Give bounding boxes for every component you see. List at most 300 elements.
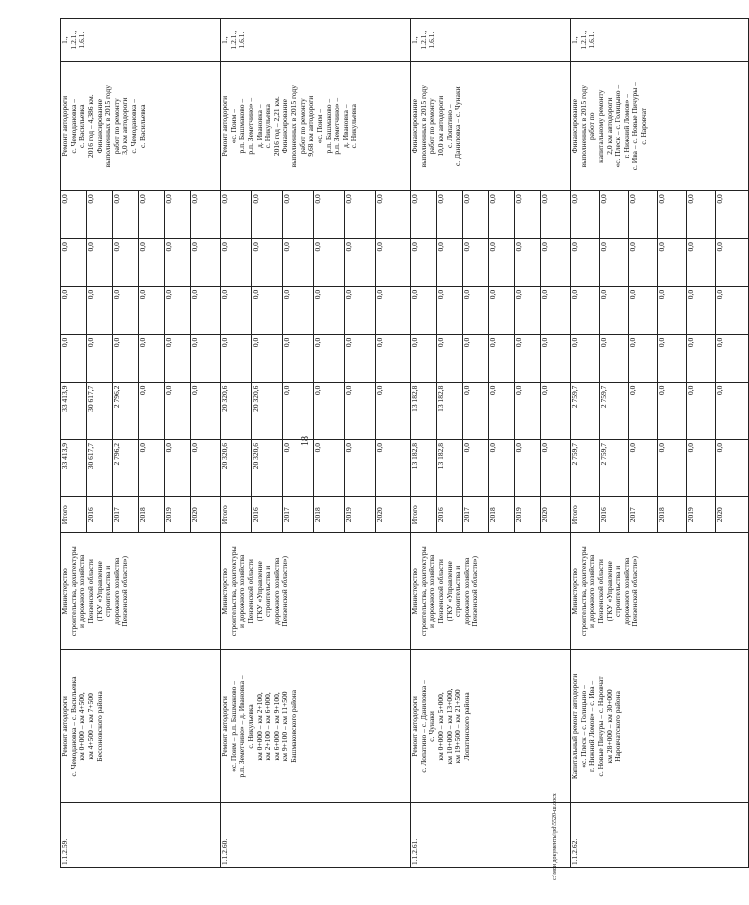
expected-result-line: с. Чемодановка – [129, 98, 138, 154]
expected-result-line: Финансирование [410, 99, 419, 154]
expected-result-line: Финансирование [94, 99, 104, 154]
amount-cell: 0,0 [629, 439, 658, 496]
expected-result-line: р.п. Башмаково – [237, 98, 247, 154]
amount-cell: 0,0 [541, 191, 571, 239]
object-name-line: с. Новые Пичуры – с. Наровчат [595, 676, 605, 777]
indicator-refs-line: 1., [60, 36, 69, 44]
object-name-line: км 19+500 – км 21+500 [453, 689, 463, 764]
amount-cell: 0,0 [314, 439, 345, 496]
customer-name [61, 533, 221, 650]
period-label: 2018 [489, 497, 515, 533]
object-name-line: Башмаковского района [289, 689, 298, 763]
amount-cell: 0,0 [629, 382, 658, 439]
amount-cell: 0,0 [437, 286, 463, 334]
amount-cell: 0,0 [345, 334, 376, 382]
period-label: 2020 [716, 497, 749, 533]
expected-result-line: Финансирование [280, 99, 290, 154]
indicator-refs-line: 1.2.1., [228, 30, 238, 50]
customer-name-line: (ГКУ «Управление [254, 561, 264, 622]
indicator-refs-line: 1.6.1. [77, 31, 87, 49]
amount-cell: 20 320,6 [221, 439, 252, 496]
expected-result-line: «с. Поим – [314, 109, 324, 144]
expected-result-line: 10,0 км автодороги [435, 95, 445, 157]
customer-name [221, 533, 411, 650]
object-name-line: км 0+000 – км 4+500, [77, 692, 87, 761]
object-name-line: с. Чунаки [427, 711, 437, 742]
amount-cell: 0,0 [87, 239, 113, 287]
amount-cell: 30 617,7 [87, 439, 113, 496]
amount-cell: 0,0 [658, 334, 687, 382]
customer-name-line: Министерство [570, 568, 579, 615]
customer-name-line: Пензенской области [435, 559, 445, 624]
amount-cell: 0,0 [345, 239, 376, 287]
object-name-line: км 0+000 – км 5+000, [435, 692, 445, 761]
customer-name [571, 533, 749, 650]
amount-cell: 0,0 [411, 286, 437, 334]
object-name-line: «с. Плеск – с. Голицыно – [578, 685, 588, 768]
amount-cell: 0,0 [629, 191, 658, 239]
amount-cell: 0,0 [283, 191, 314, 239]
indicator-refs [221, 19, 411, 62]
expected-result-line: 2016 год – 2,21 км. [271, 96, 281, 157]
amount-cell: 0,0 [658, 239, 687, 287]
expected-result-line: 9,68 км автодороги [306, 95, 316, 157]
customer-name-line: (ГКУ «Управление [604, 561, 614, 622]
amount-cell: 0,0 [489, 382, 515, 439]
object-name [221, 650, 411, 803]
customer-name-line: Пензенской области [245, 559, 255, 624]
amount-cell: 0,0 [221, 191, 252, 239]
footer-file-path: c:\мои документы\pd\5520-ш.docx [552, 793, 558, 880]
amount-cell: 0,0 [463, 191, 489, 239]
amount-cell: 0,0 [165, 286, 191, 334]
amount-cell: 0,0 [515, 334, 541, 382]
object-name-line: км 0+000 – км 2+100, [254, 692, 264, 761]
object-name-line: км 6+000 – км 9+100, [271, 692, 281, 761]
indicator-refs [411, 19, 571, 62]
amount-cell: 0,0 [376, 191, 411, 239]
amount-cell: 0,0 [489, 334, 515, 382]
expected-result [411, 62, 571, 191]
expected-result-line: 2016 год – 4,386 км. [85, 94, 95, 159]
amount-cell: 0,0 [314, 382, 345, 439]
customer-name-line: (ГКУ «Управление [94, 561, 104, 622]
amount-cell: 0,0 [515, 382, 541, 439]
amount-cell: 2 796,2 [113, 382, 139, 439]
object-name-line: км 4+500 – км 7+500 [85, 693, 95, 760]
amount-cell: 0,0 [314, 334, 345, 382]
object-name [411, 650, 571, 803]
period-label: Итого [571, 497, 600, 533]
expected-result-line: с. Наровчат [639, 107, 648, 145]
customer-name-line: строительства, архитектуры [68, 546, 78, 637]
customer-name-line: строительства и [613, 565, 623, 617]
period-label: 2016 [600, 497, 629, 533]
amount-cell: 0,0 [600, 191, 629, 239]
period-label: 2017 [113, 497, 139, 533]
period-label: 2018 [658, 497, 687, 533]
amount-cell: 0,0 [600, 239, 629, 287]
indicator-refs [571, 19, 749, 62]
amount-cell: 0,0 [139, 439, 165, 496]
program-table [60, 18, 749, 868]
amount-cell: 0,0 [191, 334, 221, 382]
expected-result-line: с. Никульевка [349, 104, 359, 149]
amount-cell: 0,0 [345, 382, 376, 439]
period-label: 2020 [541, 497, 571, 533]
customer-name-line: Пензенской области») [120, 556, 130, 627]
amount-cell: 0,0 [314, 239, 345, 287]
amount-cell: 0,0 [165, 239, 191, 287]
expected-result-line: с. Чемодановка – [68, 98, 78, 154]
page-number: 18 [300, 436, 311, 446]
customer-name-line: (ГКУ «Управление [444, 561, 454, 622]
amount-cell: 0,0 [345, 286, 376, 334]
expected-result-line: Ремонт автодороги [220, 95, 229, 157]
customer-name-line: и дорожного хозяйства [77, 554, 87, 628]
indicator-refs [61, 19, 221, 62]
amount-cell: 0,0 [376, 239, 411, 287]
object-name-line: Капитальный ремонт автодороги [570, 673, 579, 780]
table-body [61, 19, 749, 868]
object-name-line: км 9+100 – км 11+500 [280, 691, 290, 762]
amount-cell: 0,0 [463, 239, 489, 287]
amount-cell: 0,0 [658, 439, 687, 496]
customer-name-line: дорожного хозяйства [621, 557, 631, 625]
amount-cell: 0,0 [61, 239, 87, 287]
indicator-refs-line: 1., [410, 36, 419, 44]
amount-cell: 0,0 [541, 382, 571, 439]
customer-name-line: строительства и [453, 565, 463, 617]
indicator-refs-line: 1., [220, 36, 229, 44]
period-label: Итого [411, 497, 437, 533]
expected-result-line: р.п. Земетчино» – [245, 97, 255, 155]
object-name-line: с. Чемодановка – с. Васильевка [68, 676, 78, 777]
customer-name-line: строительства, архитектуры [418, 546, 428, 637]
amount-cell: 0,0 [345, 191, 376, 239]
expected-result [571, 62, 749, 191]
amount-cell: 0,0 [61, 286, 87, 334]
customer-name-line: строительства, архитектуры [578, 546, 588, 637]
amount-cell: 0,0 [87, 191, 113, 239]
amount-cell: 0,0 [113, 239, 139, 287]
customer-name-line: дорожного хозяйства [461, 557, 471, 625]
customer-name-line: строительства, архитектуры [228, 546, 238, 637]
table-row [571, 19, 600, 868]
amount-cell: 0,0 [437, 239, 463, 287]
amount-cell: 0,0 [252, 334, 283, 382]
expected-result-line: с. Ива – с. Новые Пичуры – [630, 82, 640, 171]
expected-result-line: с. Васильевка [137, 104, 147, 149]
amount-cell: 0,0 [165, 382, 191, 439]
object-name-line: Бессоновского района [94, 691, 104, 762]
item-code: 1.1.2.61. [411, 803, 571, 868]
object-name [571, 650, 749, 803]
period-label: 2018 [139, 497, 165, 533]
amount-cell: 0,0 [411, 239, 437, 287]
amount-cell: 0,0 [139, 239, 165, 287]
amount-cell: 0,0 [629, 239, 658, 287]
amount-cell: 0,0 [541, 439, 571, 496]
expected-result-line: д. Ивановка – [340, 104, 350, 148]
expected-result-line: Ремонт автодороги [60, 95, 69, 157]
amount-cell: 2 759,7 [600, 382, 629, 439]
item-code: 1.1.2.60. [221, 803, 411, 868]
amount-cell: 0,0 [165, 334, 191, 382]
period-label: 2019 [687, 497, 716, 533]
amount-cell: 0,0 [252, 239, 283, 287]
expected-result-line: с. Даниловка – с. Чунаки [453, 86, 463, 167]
amount-cell: 0,0 [489, 286, 515, 334]
period-label: 2017 [463, 497, 489, 533]
amount-cell: 0,0 [165, 439, 191, 496]
amount-cell: 0,0 [716, 286, 749, 334]
customer-name-line: и дорожного хозяйства [427, 554, 437, 628]
amount-cell: 0,0 [61, 334, 87, 382]
period-label: 2020 [191, 497, 221, 533]
expected-result [61, 62, 221, 191]
period-label: 2016 [252, 497, 283, 533]
amount-cell: 0,0 [191, 439, 221, 496]
object-name-line: Лопатинского района [461, 692, 471, 761]
amount-cell: 0,0 [252, 286, 283, 334]
amount-cell: 0,0 [571, 286, 600, 334]
customer-name-line: Министерство [410, 568, 419, 615]
object-name-line: км 28+000 – км 30+000 [604, 689, 614, 764]
amount-cell: 0,0 [687, 239, 716, 287]
amount-cell: 0,0 [687, 191, 716, 239]
amount-cell: 0,0 [463, 334, 489, 382]
amount-cell: 0,0 [515, 439, 541, 496]
indicator-refs-line: 1.6.1. [237, 31, 247, 49]
expected-result [221, 62, 411, 191]
amount-cell: 0,0 [437, 191, 463, 239]
amount-cell: 0,0 [314, 191, 345, 239]
amount-cell: 0,0 [463, 382, 489, 439]
amount-cell: 0,0 [191, 191, 221, 239]
object-name-line: с. Никульевка [245, 704, 255, 749]
amount-cell: 0,0 [600, 286, 629, 334]
amount-cell: 0,0 [489, 239, 515, 287]
amount-cell: 0,0 [658, 191, 687, 239]
expected-result-line: 3,0 км автодороги [120, 97, 130, 155]
amount-cell: 0,0 [687, 286, 716, 334]
table-row [221, 19, 252, 868]
amount-cell: 13 182,8 [437, 382, 463, 439]
indicator-refs-line: 1.6.1. [427, 31, 437, 49]
object-name-line: Ремонт автодороги [410, 696, 419, 757]
expected-result-line: работ по ремонту [297, 98, 307, 155]
customer-name-line: дорожного хозяйства [111, 557, 121, 625]
customer-name-line: Министерство [60, 568, 69, 615]
amount-cell: 2 759,7 [600, 439, 629, 496]
period-label: Итого [61, 497, 87, 533]
customer-name-line: Пензенской области») [630, 556, 640, 627]
amount-cell: 0,0 [345, 439, 376, 496]
amount-cell: 0,0 [629, 286, 658, 334]
table-row [411, 19, 437, 868]
expected-result-line: работ по ремонту [427, 98, 437, 155]
customer-name [411, 533, 571, 650]
amount-cell: 2 796,2 [113, 439, 139, 496]
amount-cell: 0,0 [687, 334, 716, 382]
amount-cell: 0,0 [113, 334, 139, 382]
period-label: 2016 [437, 497, 463, 533]
expected-result-line: выполненных в 2015 году [289, 85, 298, 168]
amount-cell: 0,0 [629, 334, 658, 382]
amount-cell: 0,0 [515, 286, 541, 334]
amount-cell: 2 759,7 [571, 382, 600, 439]
object-name-line: с. Лопатино – с. Даниловка – [418, 680, 428, 773]
object-name-line: р.п. Земетчино» – д. Ивановка – [237, 675, 247, 778]
expected-result-line: 2,0 км автодороги [604, 97, 614, 155]
expected-result-line: с. Васильевка [77, 104, 87, 149]
period-label: 2018 [314, 497, 345, 533]
period-label: 2019 [165, 497, 191, 533]
expected-result-line: с. Никульевка [263, 104, 273, 149]
amount-cell: 13 182,8 [411, 382, 437, 439]
rotated-document-table [60, 18, 724, 868]
amount-cell: 0,0 [515, 191, 541, 239]
amount-cell: 0,0 [376, 439, 411, 496]
amount-cell: 0,0 [283, 239, 314, 287]
amount-cell: 13 182,8 [411, 439, 437, 496]
amount-cell: 0,0 [571, 334, 600, 382]
amount-cell: 13 182,8 [437, 439, 463, 496]
amount-cell: 0,0 [139, 191, 165, 239]
period-label: 2017 [629, 497, 658, 533]
customer-name-line: Пензенской области») [280, 556, 290, 627]
expected-result-line: р.п. Земетчино» – [332, 97, 342, 155]
amount-cell: 0,0 [515, 239, 541, 287]
amount-cell: 0,0 [165, 191, 191, 239]
expected-result-line: выполненных в 2015 году [418, 85, 428, 168]
amount-cell: 33 413,9 [61, 439, 87, 496]
amount-cell: 0,0 [283, 382, 314, 439]
amount-cell: 0,0 [716, 334, 749, 382]
expected-result-line: с. Лопатино – [444, 104, 454, 148]
period-label: 2019 [345, 497, 376, 533]
expected-result-line: р.п. Башмаково – [323, 98, 333, 154]
indicator-refs-line: 1.2.1., [418, 30, 428, 50]
amount-cell: 0,0 [221, 286, 252, 334]
customer-name-line: Пензенской области [595, 559, 605, 624]
amount-cell: 0,0 [571, 191, 600, 239]
expected-result-line: «с. Плеск – с. Голицыно – [613, 84, 623, 168]
expected-result-line: выполненных в 2015 году [103, 85, 113, 168]
expected-result-line: капитальному ремонту [595, 89, 605, 163]
amount-cell: 0,0 [283, 286, 314, 334]
amount-cell: 0,0 [87, 334, 113, 382]
amount-cell: 0,0 [376, 286, 411, 334]
object-name-line: км 2+100 – км 6+000, [263, 692, 273, 761]
amount-cell: 0,0 [191, 239, 221, 287]
amount-cell: 0,0 [139, 286, 165, 334]
item-code: 1.1.2.62. [571, 803, 749, 868]
amount-cell: 30 617,7 [87, 382, 113, 439]
customer-name-line: строительства и [263, 565, 273, 617]
amount-cell: 0,0 [87, 286, 113, 334]
indicator-refs-line: 1., [570, 36, 579, 44]
amount-cell: 0,0 [716, 382, 749, 439]
amount-cell: 0,0 [61, 191, 87, 239]
amount-cell: 0,0 [411, 334, 437, 382]
item-code: 1.1.2.59. [61, 803, 221, 868]
indicator-refs-line: 1.2.1., [68, 30, 78, 50]
amount-cell: 0,0 [716, 439, 749, 496]
object-name-line: Наровчатского района [613, 691, 623, 762]
amount-cell: 0,0 [716, 239, 749, 287]
amount-cell: 0,0 [489, 439, 515, 496]
period-label: 2016 [87, 497, 113, 533]
amount-cell: 20 320,6 [252, 382, 283, 439]
amount-cell: 0,0 [541, 239, 571, 287]
amount-cell: 0,0 [314, 286, 345, 334]
amount-cell: 0,0 [191, 286, 221, 334]
amount-cell: 0,0 [113, 191, 139, 239]
customer-name-line: строительства и [103, 565, 113, 617]
period-label: 2020 [376, 497, 411, 533]
amount-cell: 2 759,7 [571, 439, 600, 496]
object-name-line: Ремонт автодороги [60, 696, 69, 757]
customer-name-line: и дорожного хозяйства [587, 554, 597, 628]
object-name-line: км 10+000 – км 13+000, [444, 688, 454, 765]
expected-result-line: работ по ремонту [111, 98, 121, 155]
amount-cell: 33 413,9 [61, 382, 87, 439]
indicator-refs-line: 1.6.1. [587, 31, 597, 49]
object-name-line: г. Нижний Ломов» – с. Ива – [587, 680, 597, 773]
amount-cell: 0,0 [252, 191, 283, 239]
amount-cell: 0,0 [437, 334, 463, 382]
amount-cell: 0,0 [571, 239, 600, 287]
amount-cell: 0,0 [716, 191, 749, 239]
object-name [61, 650, 221, 803]
period-label: 2017 [283, 497, 314, 533]
indicator-refs-line: 1.2.1., [578, 30, 588, 50]
expected-result-line: «с. Поим – [228, 109, 238, 144]
amount-cell: 0,0 [221, 239, 252, 287]
expected-result-line: д. Ивановка – [254, 104, 264, 148]
amount-cell: 0,0 [376, 334, 411, 382]
table-row [61, 19, 87, 868]
expected-result-line: работ по [587, 112, 597, 140]
period-label: Итого [221, 497, 252, 533]
customer-name-line: и дорожного хозяйства [237, 554, 247, 628]
amount-cell: 0,0 [541, 334, 571, 382]
amount-cell: 20 320,6 [252, 439, 283, 496]
amount-cell: 0,0 [376, 382, 411, 439]
object-name-line: «с. Поим – р.п. Башмаково – [228, 680, 238, 772]
customer-name-line: дорожного хозяйства [271, 557, 281, 625]
amount-cell: 20 320,6 [221, 382, 252, 439]
amount-cell: 0,0 [113, 286, 139, 334]
amount-cell: 0,0 [687, 382, 716, 439]
amount-cell: 0,0 [411, 191, 437, 239]
amount-cell: 0,0 [658, 382, 687, 439]
customer-name-line: Министерство [220, 568, 229, 615]
amount-cell: 0,0 [283, 334, 314, 382]
amount-cell: 0,0 [463, 439, 489, 496]
object-name-line: Ремонт автодороги [220, 696, 229, 757]
amount-cell: 0,0 [463, 286, 489, 334]
customer-name-line: Пензенской области») [470, 556, 480, 627]
period-label: 2019 [515, 497, 541, 533]
amount-cell: 0,0 [221, 334, 252, 382]
expected-result-line: Финансирование [570, 99, 579, 154]
amount-cell: 0,0 [283, 439, 314, 496]
amount-cell: 0,0 [541, 286, 571, 334]
expected-result-line: выполненных в 2015 году [578, 85, 588, 168]
